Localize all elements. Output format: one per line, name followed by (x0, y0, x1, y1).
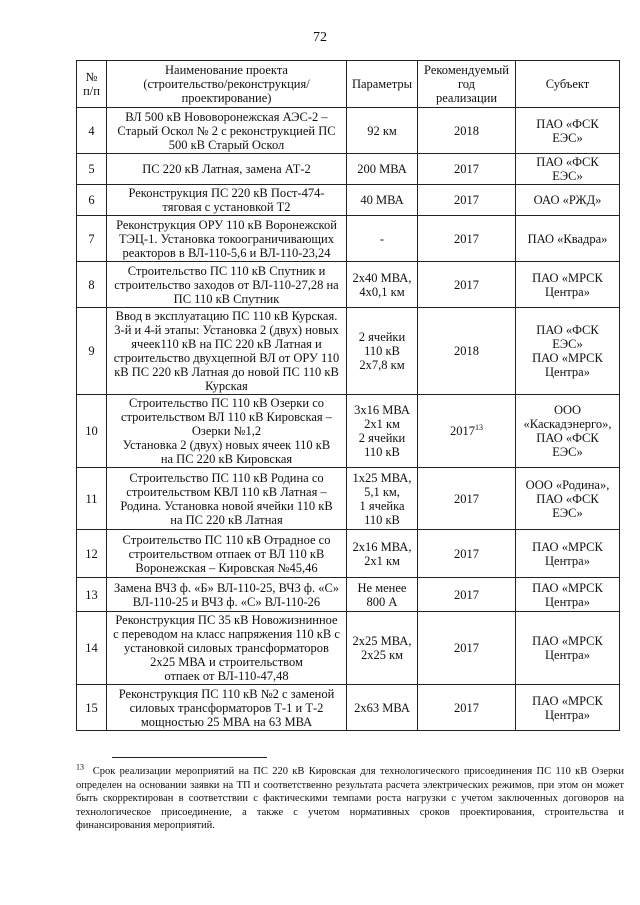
project-name-cell: Реконструкция ПС 110 кВ №2 с заменой силовых трансформаторов Т-1 и Т-2 мощностью 25 МВА на 63 МВА (107, 685, 347, 731)
table-row (77, 154, 620, 185)
table-row (77, 530, 620, 578)
row-number: 11 (77, 468, 107, 530)
parameters-cell: 92 км (347, 108, 418, 154)
footnote-reference: 13 (475, 422, 483, 432)
row-number: 5 (77, 154, 107, 185)
year-cell: 2017 (418, 578, 516, 612)
year-cell: 2017$^{13}$ (418, 395, 516, 468)
year-cell: 2018 (418, 308, 516, 395)
row-number: 13 (77, 578, 107, 612)
table-row (77, 395, 620, 468)
table-row (77, 216, 620, 262)
parameters-cell: - (347, 216, 418, 262)
subject-cell: ПАО «Квадра» (516, 216, 620, 262)
subject-cell: ПАО «МРСК Центра» (516, 612, 620, 685)
project-name-cell: Строительство ПС 110 кВ Родина со строительством КВЛ 110 кВ Латная – Родина. Установка новой ячейки 110 кВ на ПС 220 кВ Латная (107, 468, 347, 530)
footnote-marker: 13 (76, 762, 84, 772)
project-name-cell: Реконструкция ПС 35 кВ Новожизнинное с переводом на класс напряжения 110 кВ с установкой силовых трансформаторов 2х25 МВА и строительством отпаек от ВЛ-110-47,48 (107, 612, 347, 685)
subject-cell: ПАО «ФСК ЕЭС» (516, 154, 620, 185)
project-name-cell: Строительство ПС 110 кВ Озерки со строительством ВЛ 110 кВ Кировская – Озерки №1,2 Установка 2 (двух) новых ячеек 110 кВ на ПС 220 кВ Кировская (107, 395, 347, 468)
subject-cell: ОАО «РЖД» (516, 185, 620, 216)
year-cell: 2017 (418, 612, 516, 685)
project-name-cell: ПС 220 кВ Латная, замена АТ-2 (107, 154, 347, 185)
row-number: 15 (77, 685, 107, 731)
parameters-cell: 200 МВА (347, 154, 418, 185)
project-name-cell: Ввод в эксплуатацию ПС 110 кВ Курская. 3-й и 4-й этапы: Установка 2 (двух) новых ячеек110 кВ на ПС 220 кВ Латная и строительство двухцепной ВЛ от ОРУ 110 кВ ПС 220 кВ Латная до новой ПС 110 кВ Курская (107, 308, 347, 395)
table-row (77, 685, 620, 731)
table-row (77, 308, 620, 395)
parameters-cell: Не менее 800 А (347, 578, 418, 612)
year-cell: 2017 (418, 685, 516, 731)
footnote-divider (112, 757, 267, 758)
row-number: 12 (77, 530, 107, 578)
subject-cell: ПАО «МРСК Центра» (516, 685, 620, 731)
row-number: 9 (77, 308, 107, 395)
subject-cell: ООО «Родина», ПАО «ФСК ЕЭС» (516, 468, 620, 530)
table-row (77, 108, 620, 154)
header-subject: Субъект (516, 61, 620, 108)
parameters-cell: 2х63 МВА (347, 685, 418, 731)
project-name-cell: Строительство ПС 110 кВ Спутник и строительство заходов от ВЛ-110-27,28 на ПС 110 кВ Спутник (107, 262, 347, 308)
parameters-cell: 40 МВА (347, 185, 418, 216)
year-cell: 2018 (418, 108, 516, 154)
subject-cell: ООО «Каскадэнерго», ПАО «ФСК ЕЭС» (516, 395, 620, 468)
parameters-cell: 1х25 МВА, 5,1 км, 1 ячейка 110 кВ (347, 468, 418, 530)
project-name-cell: Замена ВЧЗ ф. «Б» ВЛ-110-25, ВЧЗ ф. «С» ВЛ-110-25 и ВЧЗ ф. «С» ВЛ-110-26 (107, 578, 347, 612)
subject-cell: ПАО «ФСК ЕЭС» ПАО «МРСК Центра» (516, 308, 620, 395)
table-row (77, 262, 620, 308)
row-number: 10 (77, 395, 107, 468)
year-cell: 2017 (418, 185, 516, 216)
year-cell: 2017 (418, 154, 516, 185)
table-header-row (77, 61, 620, 108)
row-number: 7 (77, 216, 107, 262)
year-cell: 2017 (418, 468, 516, 530)
parameters-cell: 3х16 МВА 2х1 км 2 ячейки 110 кВ (347, 395, 418, 468)
parameters-cell: 2 ячейки 110 кВ 2х7,8 км (347, 308, 418, 395)
project-name-cell: Реконструкция ПС 220 кВ Пост-474- тяговая с установкой Т2 (107, 185, 347, 216)
footnote-text: Срок реализации мероприятий на ПС 220 кВ Кировская для технологического присоединения ПС 110 кВ Озерки определен на основании заявки на ТП и соответственно результата расчета электрических режимов, при этом он может быть скорректирован в соответствии с фактическими темпами роста нагрузки с учетом заключенных договоров на технологическое присоединение, а также с учетом нормативных сроков проектирования, строительства и финансирования мероприятий. (76, 766, 624, 831)
table-row (77, 468, 620, 530)
table-row (77, 612, 620, 685)
row-number: 14 (77, 612, 107, 685)
table-row (77, 578, 620, 612)
header-project-name: Наименование проекта (строительство/реконструкция/ проектирование) (107, 61, 347, 108)
row-number: 6 (77, 185, 107, 216)
subject-cell: ПАО «МРСК Центра» (516, 578, 620, 612)
project-name-cell: ВЛ 500 кВ Нововоронежская АЭС-2 – Старый Оскол № 2 с реконструкцией ПС 500 кВ Старый Оскол (107, 108, 347, 154)
header-number: № п/п (77, 61, 107, 108)
header-year: Рекомендуемый год реализации (418, 61, 516, 108)
project-name-cell: Строительство ПС 110 кВ Отрадное со строительством отпаек от ВЛ 110 кВ Воронежская – Кировская №45,46 (107, 530, 347, 578)
year-cell: 2017 (418, 216, 516, 262)
year-cell: 2017 (418, 530, 516, 578)
project-name-cell: Реконструкция ОРУ 110 кВ Воронежской ТЭЦ-1. Установка токоограничивающих реакторов в ВЛ-110-5,6 и ВЛ-110-23,24 (107, 216, 347, 262)
row-number: 4 (77, 108, 107, 154)
year-cell: 2017 (418, 262, 516, 308)
subject-cell: ПАО «МРСК Центра» (516, 262, 620, 308)
page-number: 72 (313, 30, 327, 45)
subject-cell: ПАО «МРСК Центра» (516, 530, 620, 578)
row-number: 8 (77, 262, 107, 308)
parameters-cell: 2х25 МВА, 2х25 км (347, 612, 418, 685)
header-parameters: Параметры (347, 61, 418, 108)
footnote (76, 762, 624, 833)
table-row (77, 185, 620, 216)
subject-cell: ПАО «ФСК ЕЭС» (516, 108, 620, 154)
parameters-cell: 2х40 МВА, 4х0,1 км (347, 262, 418, 308)
parameters-cell: 2х16 МВА, 2х1 км (347, 530, 418, 578)
table-body (77, 108, 620, 731)
projects-table (76, 60, 620, 731)
